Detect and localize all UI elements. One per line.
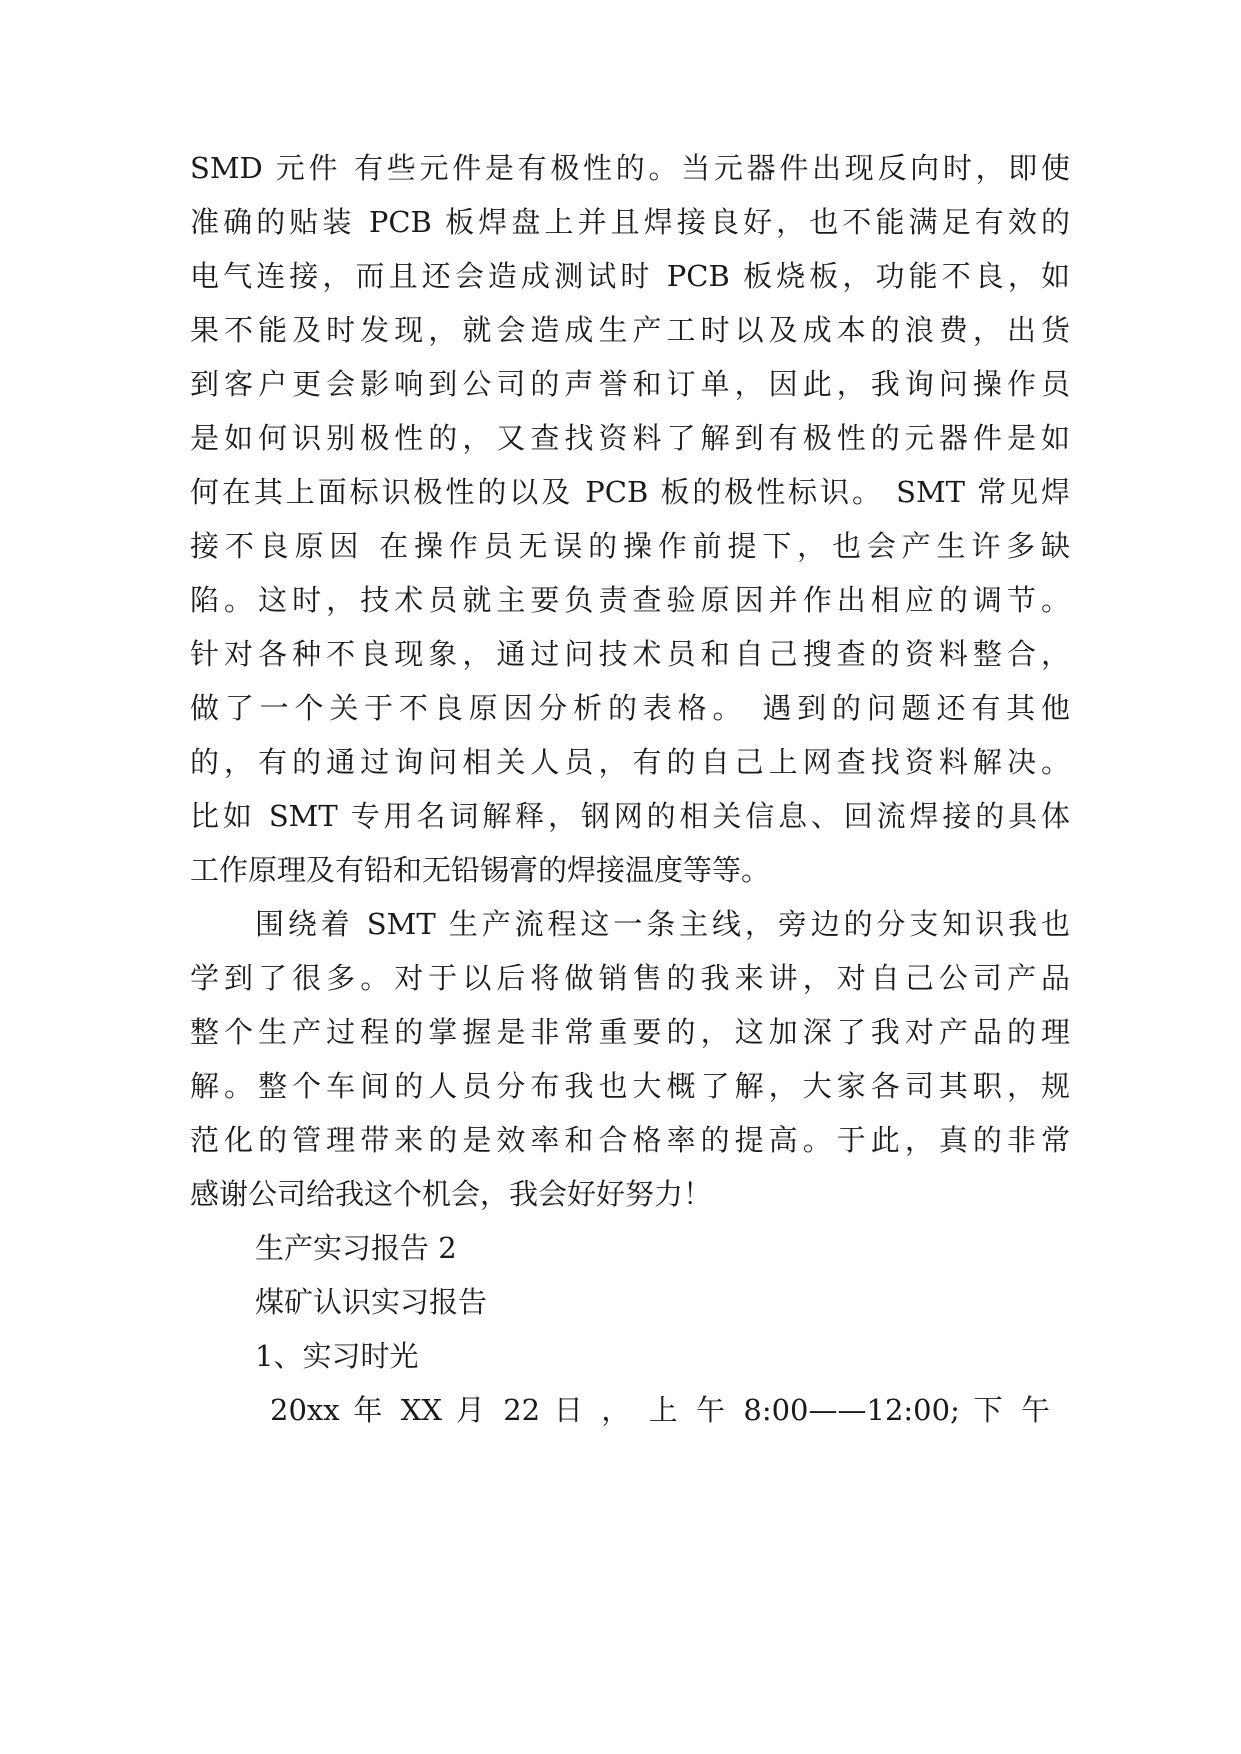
paragraph-line-11: 做了一个关于不良原因分析的表格。 遇到的问题还有其他 <box>190 691 1070 725</box>
subheading-internship-time: 1、实习时光 <box>255 1339 419 1373</box>
paragraph-line-15: 围绕着 SMT 生产流程这一条主线，旁边的分支知识我也 <box>255 907 1070 941</box>
paragraph-line-13: 比如 SMT 专用名词解释，钢网的相关信息、回流焊接的具体 <box>190 799 1070 833</box>
paragraph-line-10: 针对各种不良现象，通过问技术员和自己搜查的资料整合， <box>190 637 1070 671</box>
paragraph-line-2: 准确的贴装 PCB 板焊盘上并且焊接良好，也不能满足有效的 <box>190 205 1070 239</box>
paragraph-line-8: 接不良原因 在操作员无误的操作前提下，也会产生许多缺 <box>190 529 1070 563</box>
paragraph-line-18: 解。整个车间的人员分布我也大概了解，大家各司其职，规 <box>190 1069 1070 1103</box>
paragraph-line-20: 感谢公司给我这个机会，我会好好努力！ <box>190 1177 713 1211</box>
paragraph-line-5: 到客户更会影响到公司的声誉和订单，因此，我询问操作员 <box>190 367 1070 401</box>
paragraph-line-12: 的，有的通过询问相关人员，有的自己上网查找资料解决。 <box>190 745 1070 779</box>
paragraph-line-19: 范化的管理带来的是效率和合格率的提高。于此，真的非常 <box>190 1123 1070 1157</box>
paragraph-line-17: 整个生产过程的掌握是非常重要的，这加深了我对产品的理 <box>190 1015 1070 1049</box>
paragraph-line-date: 20xx 年 XX 月 22 日 ， 上 午 8:00——12:00; 下 午 <box>270 1393 1050 1427</box>
section-heading-report-2: 生产实习报告 2 <box>255 1231 457 1265</box>
paragraph-line-16: 学到了很多。对于以后将做销售的我来讲，对自己公司产品 <box>190 961 1070 995</box>
paragraph-line-4: 果不能及时发现，就会造成生产工时以及成本的浪费，出货 <box>190 313 1070 347</box>
paragraph-line-6: 是如何识别极性的，又查找资料了解到有极性的元器件是如 <box>190 421 1070 455</box>
paragraph-line-9: 陷。这时，技术员就主要负责查验原因并作出相应的调节。 <box>190 583 1070 617</box>
report-title: 煤矿认识实习报告 <box>255 1285 488 1319</box>
paragraph-line-1: SMD 元件 有些元件是有极性的。当元器件出现反向时，即使 <box>190 151 1070 185</box>
paragraph-line-7: 何在其上面标识极性的以及 PCB 板的极性标识。 SMT 常见焊 <box>190 475 1070 509</box>
paragraph-line-3: 电气连接，而且还会造成测试时 PCB 板烧板，功能不良，如 <box>190 259 1070 293</box>
paragraph-line-14: 工作原理及有铅和无铅锡膏的焊接温度等等。 <box>190 853 771 887</box>
